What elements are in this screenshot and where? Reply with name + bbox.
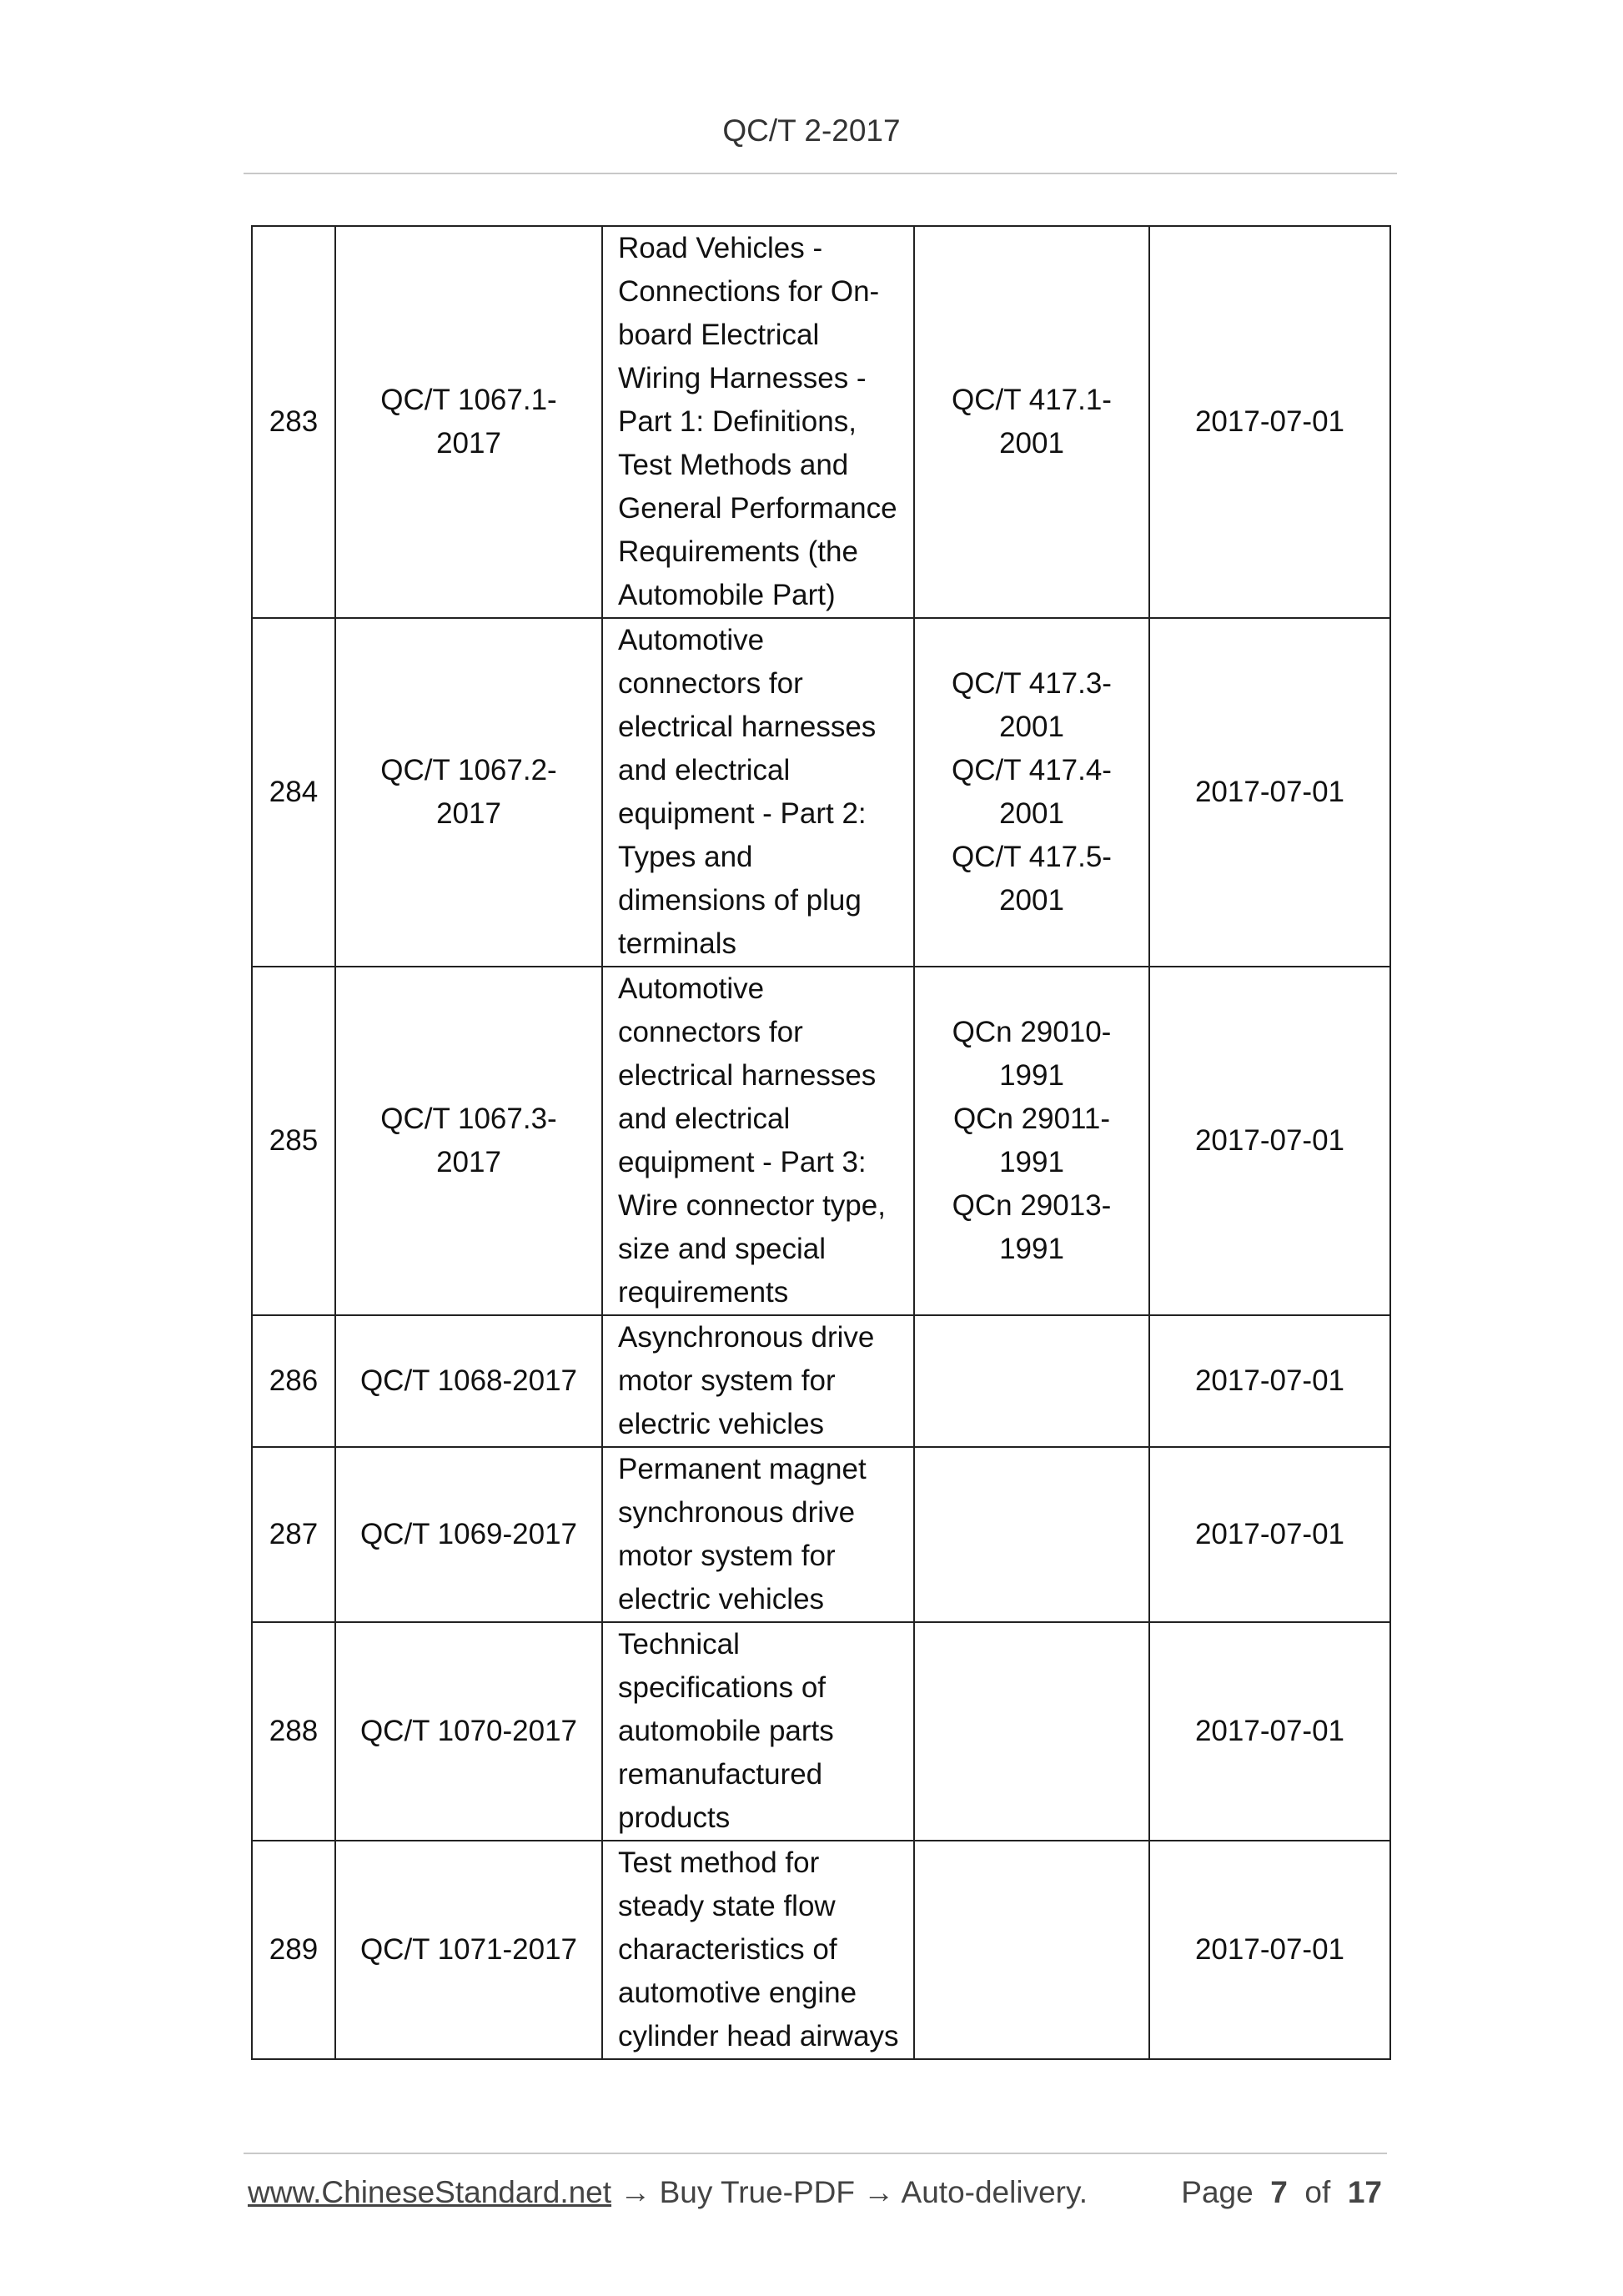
effective-date: 2017-07-01	[1149, 967, 1390, 1315]
standard-code: QC/T 1067.2- 2017	[335, 618, 602, 967]
standard-code: QC/T 1069-2017	[335, 1447, 602, 1622]
page-current: 7	[1270, 2175, 1288, 2209]
header-divider	[244, 173, 1397, 174]
footer-promo	[248, 2175, 1088, 2210]
table-row	[252, 1447, 1390, 1622]
standards-table	[251, 225, 1391, 2060]
effective-date: 2017-07-01	[1149, 1841, 1390, 2059]
arrow-icon: →	[863, 2175, 895, 2209]
site-link[interactable]: www.ChineseStandard.net	[248, 2175, 612, 2209]
row-number: 285	[252, 967, 335, 1315]
table-row	[252, 1841, 1390, 2059]
buy-link[interactable]: Buy True-PDF	[659, 2175, 856, 2209]
page-indicator	[1181, 2175, 1382, 2210]
standard-code: QC/T 1068-2017	[335, 1315, 602, 1447]
page-footer	[248, 2175, 1382, 2217]
row-number: 283	[252, 226, 335, 618]
standard-name: Automotive connectors for electrical harnesses and electrical equipment - Part 3: Wire connector type, size and special requirements	[602, 967, 914, 1315]
standard-name: Test method for steady state flow characteristics of automotive engine cylinder head airways	[602, 1841, 914, 2059]
standard-code: QC/T 1070-2017	[335, 1622, 602, 1841]
page-header-title: QC/T 2-2017	[722, 113, 901, 148]
effective-date: 2017-07-01	[1149, 1622, 1390, 1841]
standard-name: Automotive connectors for electrical harnesses and electrical equipment - Part 2: Types and dimensions of plug terminals	[602, 618, 914, 967]
effective-date: 2017-07-01	[1149, 618, 1390, 967]
replaced-standard: QCn 29010- 1991 QCn 29011- 1991 QCn 29013- 1991	[914, 967, 1149, 1315]
delivery-text: Auto-delivery.	[901, 2175, 1088, 2209]
table-row	[252, 226, 1390, 618]
row-number: 284	[252, 618, 335, 967]
row-number: 288	[252, 1622, 335, 1841]
effective-date: 2017-07-01	[1149, 1447, 1390, 1622]
replaced-standard: QC/T 417.1- 2001	[914, 226, 1149, 618]
row-number: 286	[252, 1315, 335, 1447]
page-label: Page	[1181, 2175, 1254, 2209]
replaced-standard: QC/T 417.3- 2001 QC/T 417.4- 2001 QC/T 417.5- 2001	[914, 618, 1149, 967]
replaced-standard	[914, 1622, 1149, 1841]
table-row	[252, 967, 1390, 1315]
standard-name: Road Vehicles - Connections for On- board Electrical Wiring Harnesses - Part 1: Definitions, Test Methods and General Performance Requirements (the Automobile Part)	[602, 226, 914, 618]
replaced-standard	[914, 1841, 1149, 2059]
standard-code: QC/T 1067.1- 2017	[335, 226, 602, 618]
standard-name: Permanent magnet synchronous drive motor system for electric vehicles	[602, 1447, 914, 1622]
table-row	[252, 1315, 1390, 1447]
effective-date: 2017-07-01	[1149, 1315, 1390, 1447]
page-total: 17	[1347, 2175, 1382, 2209]
standard-code: QC/T 1071-2017	[335, 1841, 602, 2059]
arrow-icon: →	[620, 2175, 651, 2209]
row-number: 287	[252, 1447, 335, 1622]
replaced-standard	[914, 1447, 1149, 1622]
row-number: 289	[252, 1841, 335, 2059]
table-row	[252, 1622, 1390, 1841]
page-of: of	[1304, 2175, 1331, 2209]
effective-date: 2017-07-01	[1149, 226, 1390, 618]
standard-name: Technical specifications of automobile parts remanufactured products	[602, 1622, 914, 1841]
replaced-standard	[914, 1315, 1149, 1447]
table-row	[252, 618, 1390, 967]
standard-code: QC/T 1067.3- 2017	[335, 967, 602, 1315]
footer-divider	[244, 2153, 1387, 2154]
standard-name: Asynchronous drive motor system for electric vehicles	[602, 1315, 914, 1447]
